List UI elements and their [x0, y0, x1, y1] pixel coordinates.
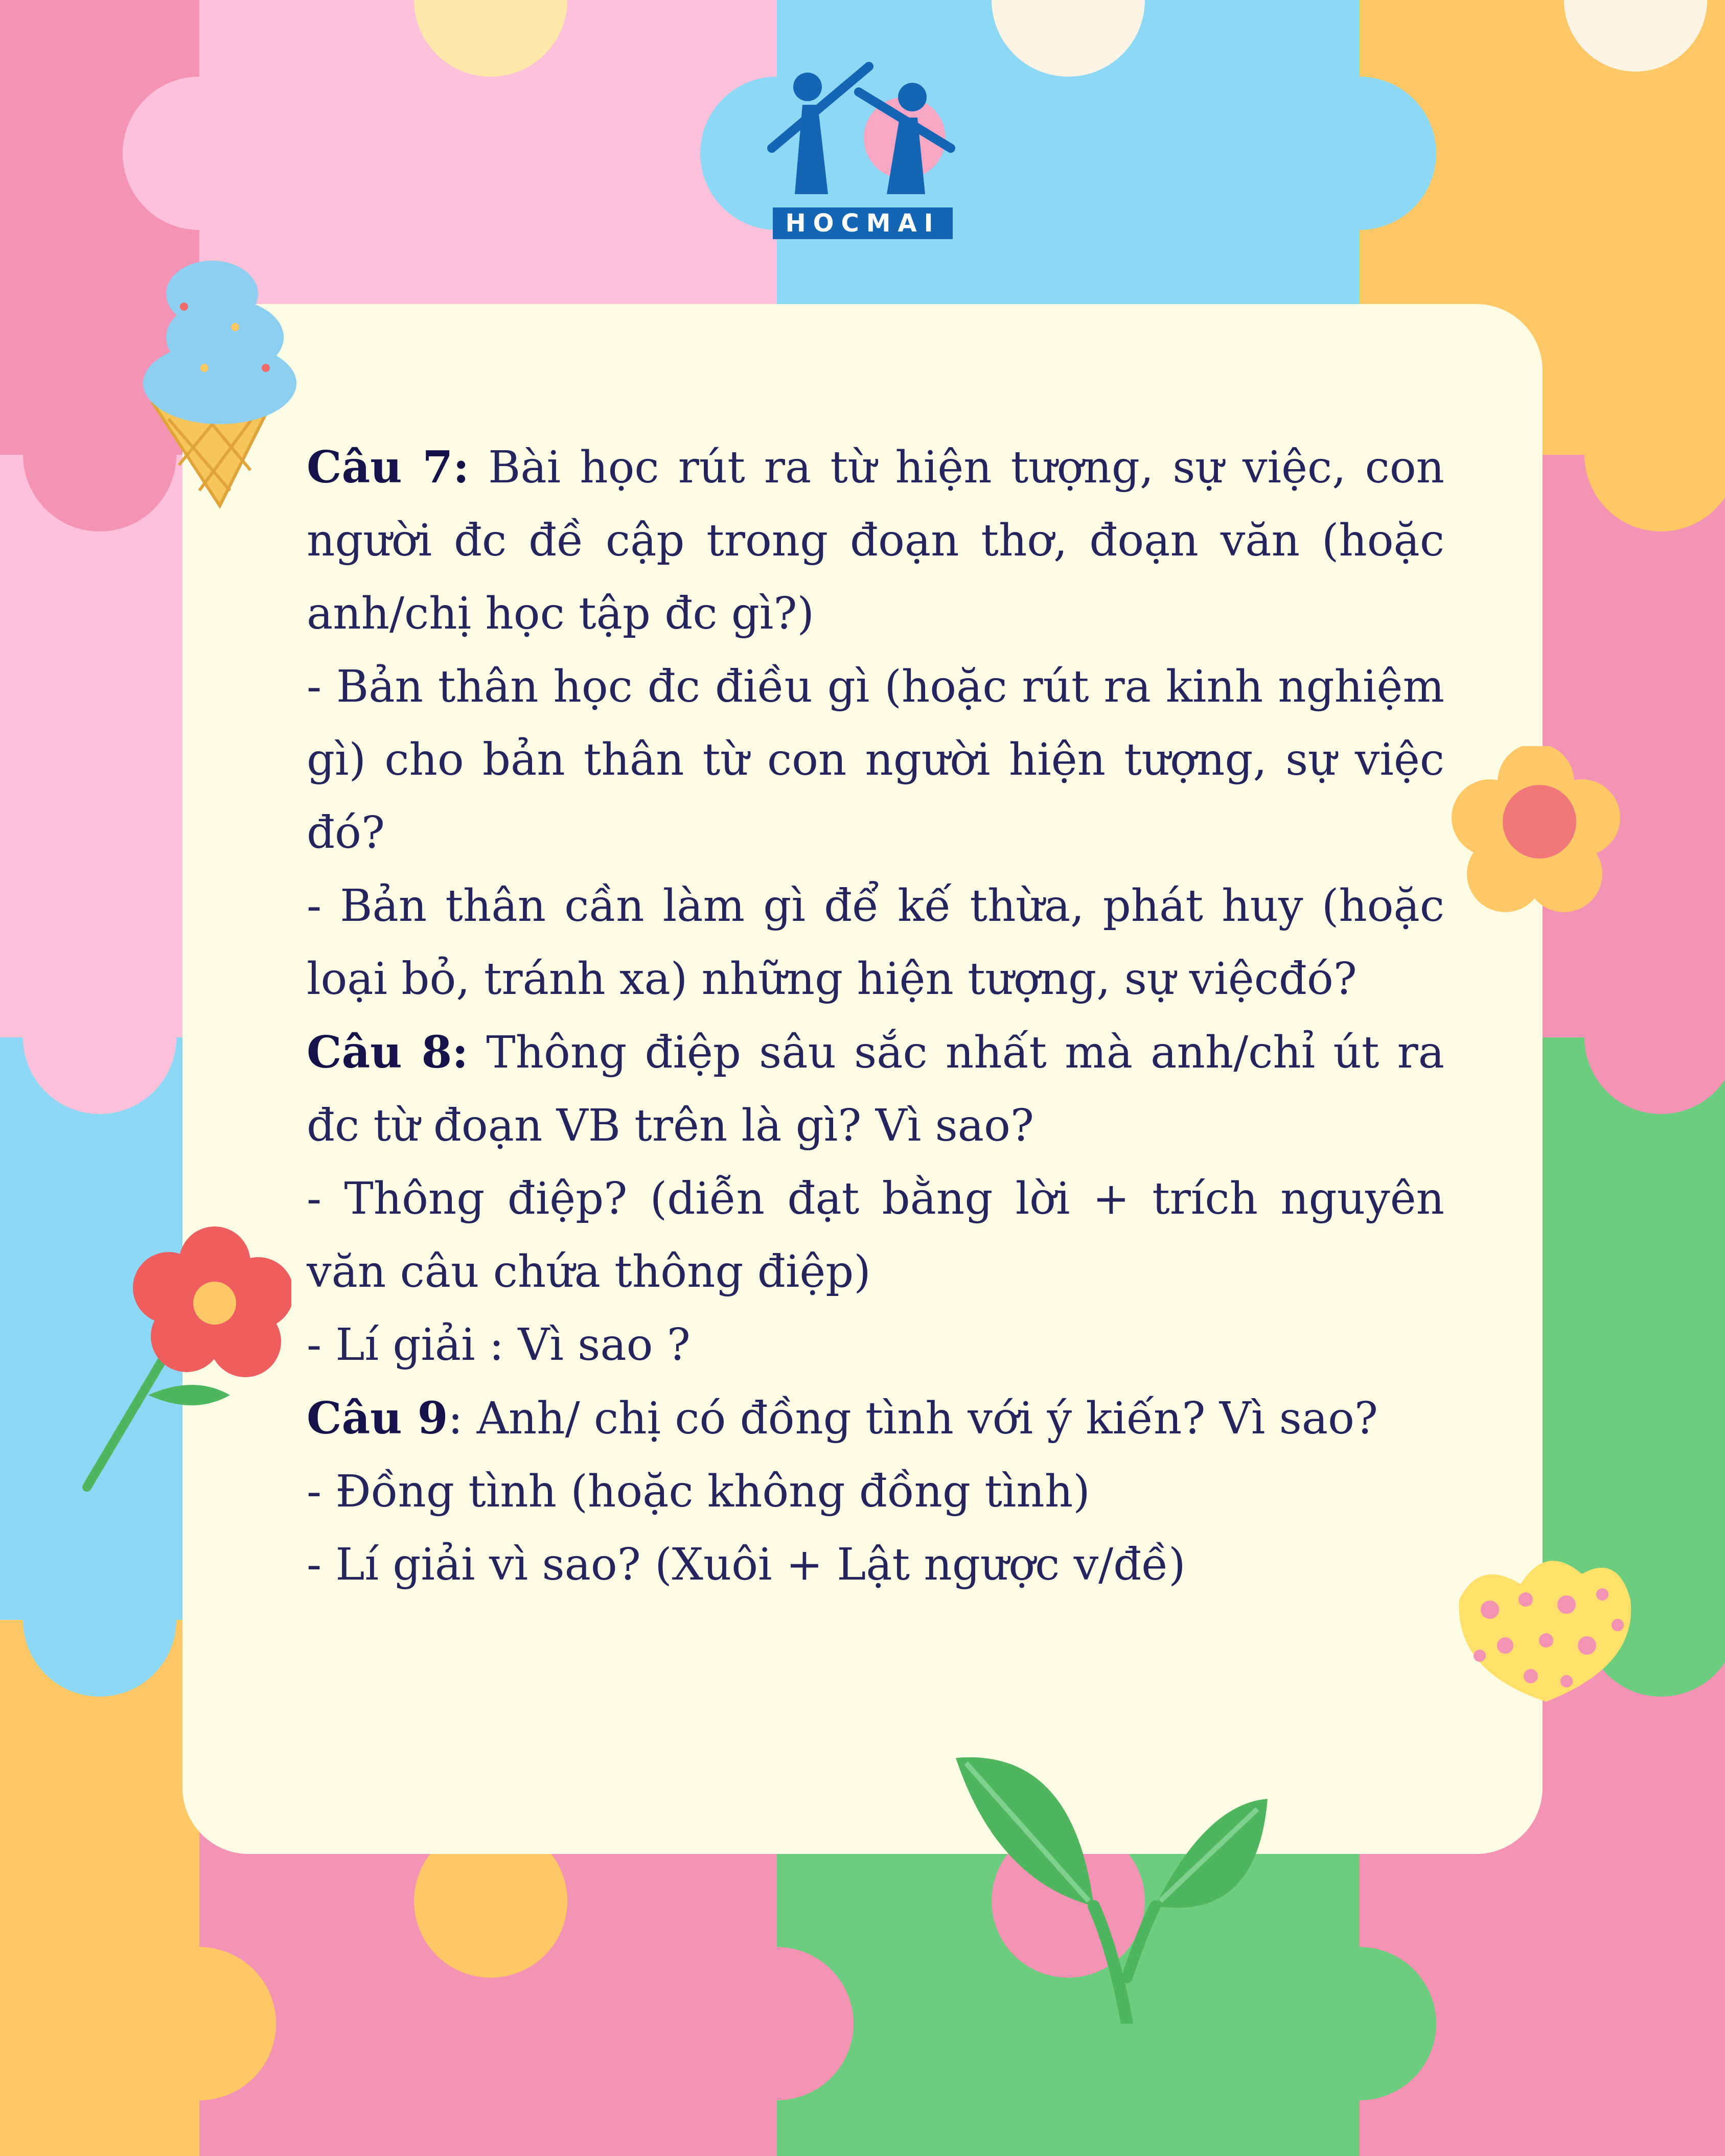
spotted-tulip-icon	[1449, 1543, 1643, 1707]
question-9	[307, 1382, 1444, 1455]
question-list	[307, 431, 1444, 1602]
ice-cream-icon	[138, 250, 312, 516]
question-7	[307, 431, 1444, 651]
sprout-icon	[940, 1737, 1273, 2024]
question-8-point-2: - Lí giải : Vì sao ?	[307, 1319, 691, 1371]
flower-icon	[1452, 746, 1620, 915]
question-9-point-2: - Lí giải vì sao? (Xuôi + Lật ngược v/đề)	[307, 1539, 1186, 1590]
question-8	[307, 1016, 1444, 1163]
question-7-point-1: - Bản thân học đc điều gì (hoặc rút ra kinh nghiệm gì) cho bản thân từ con người hiện tượng, sự việc đó?	[307, 661, 1444, 859]
question-text: : Anh/ chị có đồng tình với ý kiến? Vì sao?	[448, 1393, 1378, 1444]
question-text: Thông điệp sâu sắc nhất mà anh/chỉ út ra đc từ đoạn VB trên là gì? Vì sao?	[307, 1027, 1444, 1151]
question-9-point-1: - Đồng tình (hoặc không đồng tình)	[307, 1466, 1090, 1517]
question-label: Câu 7:	[307, 442, 470, 493]
question-label: Câu 9	[307, 1393, 448, 1444]
rose-icon	[77, 1221, 291, 1497]
question-label: Câu 8:	[307, 1027, 469, 1078]
logo-wordmark: HOCMAI	[773, 207, 953, 239]
question-7-point-2: - Bản thân cần làm gì để kế thừa, phát huy (hoặc loại bỏ, tránh xa) những hiện tượng, sự việcđó?	[307, 880, 1444, 1005]
question-8-point-1: - Thông điệp? (diễn đạt bằng lời + trích nguyên văn câu chứa thông điệp)	[307, 1173, 1444, 1297]
question-text: Bài học rút ra từ hiện tượng, sự việc, con người đc đề cập trong đoạn thơ, đoạn văn (hoặc anh/chị học tập đc gì?)	[307, 442, 1444, 639]
